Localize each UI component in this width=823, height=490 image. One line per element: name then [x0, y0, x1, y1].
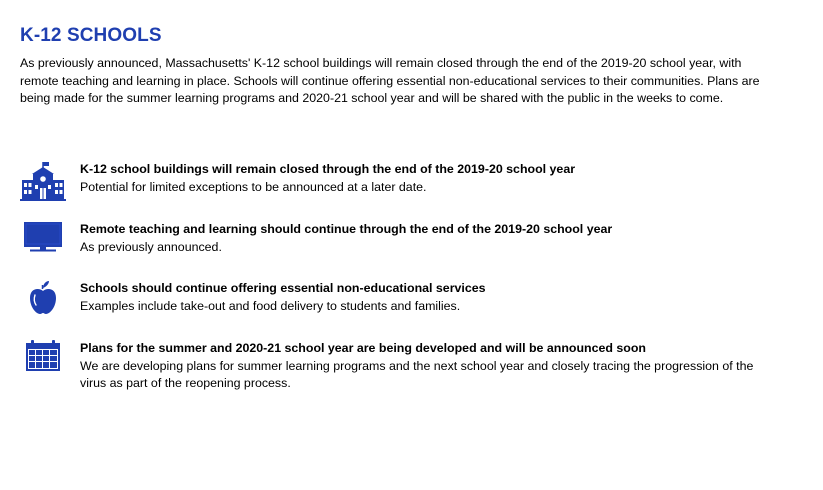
item-heading: Remote teaching and learning should continue through the end of the 2019-20 school year	[80, 222, 613, 236]
school-building-icon	[20, 161, 66, 207]
item-description: As previously announced.	[80, 239, 222, 254]
item-description: Potential for limited exceptions to be announced at a later date.	[80, 179, 427, 194]
item-heading: Plans for the summer and 2020-21 school year are being developed and will be announced soon	[80, 341, 646, 355]
list-item-summer-plans	[20, 340, 810, 400]
item-description: We are developing plans for summer learning programs and the next school year and closely tracing the progression of the virus as part of the reopening process.	[80, 358, 754, 390]
list-item-remote-teaching	[20, 221, 810, 281]
intro-paragraph: As previously announced, Massachusetts' K-12 school buildings will remain closed through the end of the 2019-20 school year, with remote teaching and learning in place. Schools will continue offering essential non-educational services to their communities. Plans are being made for the summer learning programs and 2020-21 school year and will be shared with the public in the weeks to come.	[20, 56, 760, 105]
item-description: Examples include take-out and food delivery to students and families.	[80, 298, 461, 313]
list-item-essential-services	[20, 280, 810, 340]
page-title: K-12 SCHOOLS	[20, 25, 162, 46]
list-item-buildings-closed	[20, 161, 810, 221]
apple-icon	[20, 280, 66, 326]
item-heading: K-12 school buildings will remain closed through the end of the 2019-20 school year	[80, 162, 576, 176]
item-heading: Schools should continue offering essential non-educational services	[80, 281, 486, 295]
computer-monitor-icon	[20, 221, 66, 267]
calendar-icon	[20, 340, 66, 386]
